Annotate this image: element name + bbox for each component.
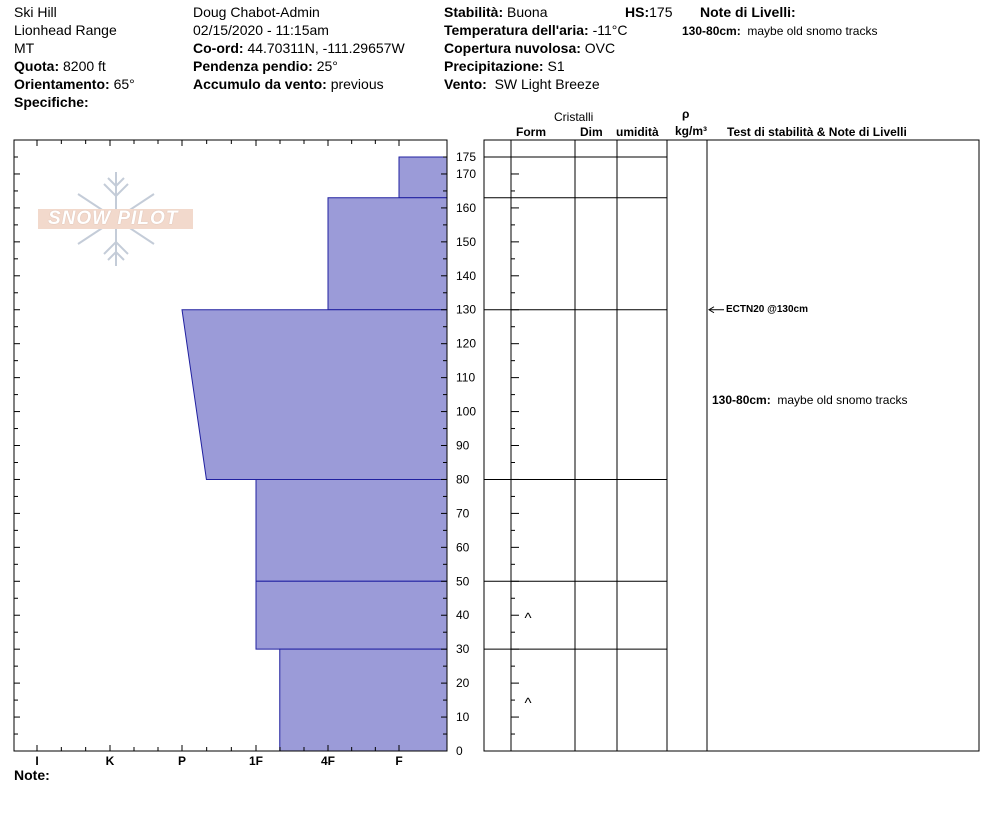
aspect-value: 65° <box>113 76 135 92</box>
wind-loading-label: Accumulo da vento: <box>193 76 327 92</box>
elevation-value: 8200 ft <box>63 58 106 74</box>
depth-tick-label: 60 <box>456 540 470 555</box>
hardness-layer-4 <box>256 479 447 581</box>
hardness-tick-label: I <box>35 754 39 768</box>
depth-tick-label: 100 <box>456 404 477 419</box>
depth-tick-label: 130 <box>456 302 477 317</box>
coord-label: Co-ord: <box>193 40 244 56</box>
depth-tick-label: 20 <box>456 676 470 691</box>
depth-tick-label: 120 <box>456 336 477 351</box>
precip-label: Precipitazione: <box>444 58 544 74</box>
specifics-label: Specifiche: <box>14 94 89 110</box>
layer-note-text: maybe old snomo tracks <box>777 393 908 407</box>
cloud-label: Copertura nuvolosa: <box>444 40 581 56</box>
hardness-layer-3 <box>182 310 447 480</box>
layer-notes-range: 130-80cm: <box>682 24 741 38</box>
grid-border <box>484 140 979 751</box>
slope-value: 25° <box>316 58 338 74</box>
layer-notes-label: Note di Livelli: <box>700 4 796 20</box>
air-temp-label: Temperatura dell'aria: <box>444 22 589 38</box>
depth-tick-label: 70 <box>456 506 470 521</box>
depth-tick-label: 90 <box>456 438 470 453</box>
wind-loading-value: previous <box>330 76 384 92</box>
depth-tick-label: 160 <box>456 200 477 215</box>
wind-value: SW Light Breeze <box>494 76 600 92</box>
depth-tick-label: 80 <box>456 472 470 487</box>
hardness-layers <box>182 157 447 751</box>
depth-tick-label: 175 <box>456 150 477 164</box>
depth-tick-label: 110 <box>456 370 476 385</box>
crystal-form-symbol: ^ <box>524 610 532 628</box>
coord-value: 44.70311N, -111.29657W <box>247 40 405 56</box>
air-temp-value: -11°C <box>592 22 628 38</box>
wind-label: Vento: <box>444 76 487 92</box>
crystals-header: Cristalli <box>554 110 594 124</box>
form-header: Form <box>516 125 546 139</box>
hardness-tick-label: P <box>177 754 187 768</box>
hardness-layer-6 <box>280 649 447 751</box>
dim-header: Dim <box>580 125 603 139</box>
hardness-tick-label: 4F <box>320 754 336 768</box>
density-header: kg/m³ <box>675 124 708 138</box>
depth-tick-label: 10 <box>456 710 470 725</box>
precip-value: S1 <box>547 58 565 74</box>
depth-tick-label: 170 <box>456 166 477 181</box>
hs-label: HS: <box>625 4 650 20</box>
observer: Doug Chabot-Admin <box>193 4 320 20</box>
layer-notes-text: maybe old snomo tracks <box>747 24 878 38</box>
moisture-header: umidità <box>616 125 659 139</box>
layer-grid <box>484 140 979 751</box>
location-name: Ski Hill <box>14 4 57 20</box>
depth-tick-label: 0 <box>456 744 463 758</box>
cloud-value: OVC <box>584 40 616 56</box>
depth-tick-label: 140 <box>456 268 477 283</box>
layer-note-range: 130-80cm: <box>712 393 771 407</box>
notes-label: Note: <box>14 767 50 783</box>
stability-value: Buona <box>507 4 548 20</box>
datetime: 02/15/2020 - 11:15am <box>193 22 329 38</box>
state-name: MT <box>14 40 35 56</box>
stability-test-label: ECTN20 @130cm <box>726 304 809 315</box>
hardness-tick-label: 1F <box>248 754 264 768</box>
hardness-tick-label: K <box>105 754 115 768</box>
crystal-form-symbol: ^ <box>524 695 532 713</box>
depth-tick-label: 150 <box>456 234 477 249</box>
aspect-label: Orientamento: <box>14 76 110 92</box>
hardness-layer-2 <box>328 198 447 310</box>
depth-tick-label: 40 <box>456 608 470 623</box>
layer-note <box>712 393 907 407</box>
hs-value: 175 <box>649 4 673 20</box>
hardness-layer-1 <box>399 157 447 198</box>
logo-text: SNOW PILOT <box>48 208 179 229</box>
rho-header: ρ <box>682 107 690 121</box>
hardness-tick-label: F <box>395 754 403 768</box>
range-name: Lionhead Range <box>14 22 117 38</box>
depth-tick-label: 30 <box>456 642 470 657</box>
elevation-label: Quota: <box>14 58 60 74</box>
hardness-layer-5 <box>256 581 447 649</box>
depth-tick-label: 50 <box>456 574 470 589</box>
stability-label: Stabilità: <box>444 4 504 20</box>
stability-notes-header: Test di stabilità & Note di Livelli <box>727 125 907 139</box>
slope-label: Pendenza pendio: <box>193 58 313 74</box>
